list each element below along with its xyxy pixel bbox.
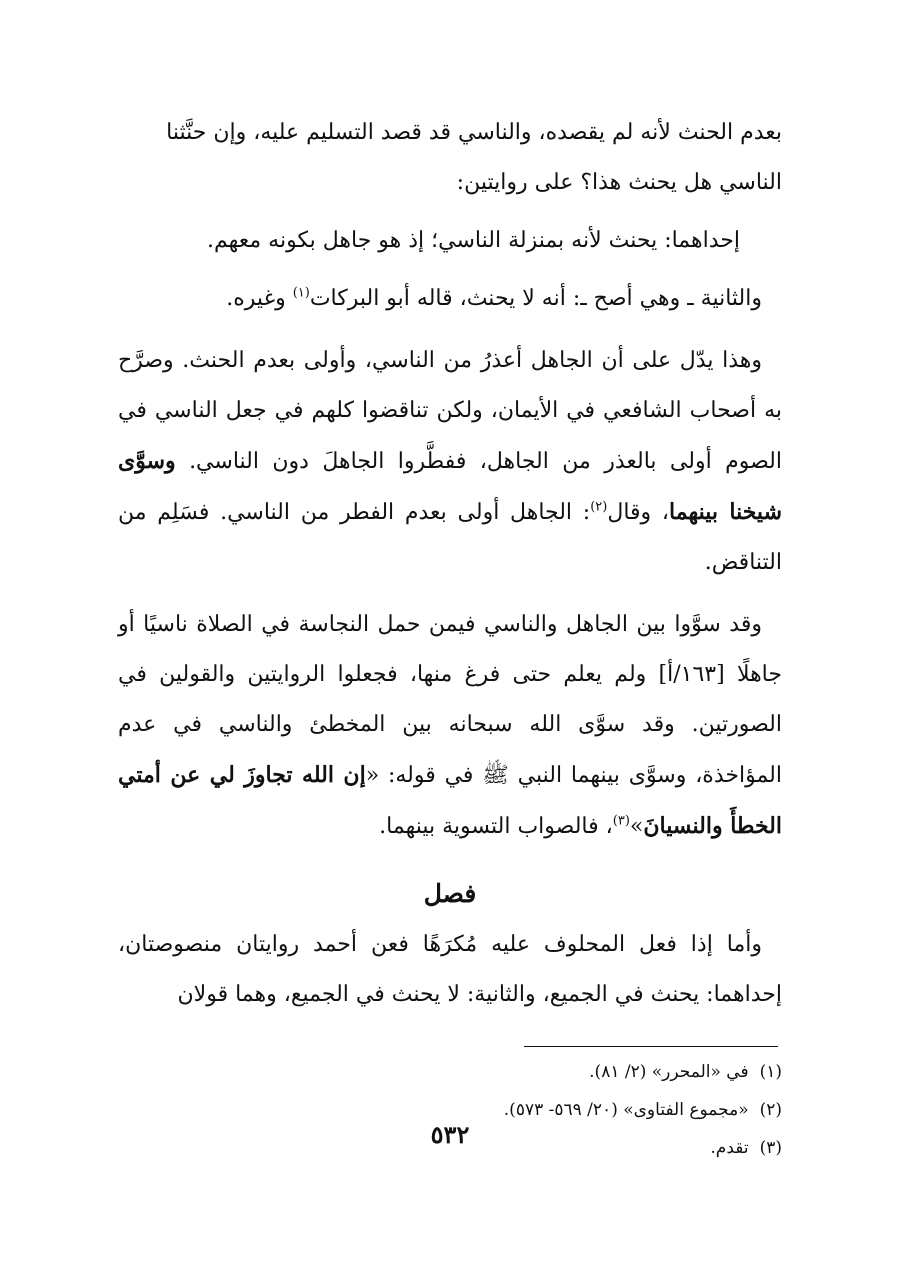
paragraph-4-text-b: ، وقال: [607, 500, 670, 525]
footnote-2-number: (٢): [759, 1100, 782, 1120]
paragraph-1-line-2: الناسي هل يحنث هذا؟ على روايتين:: [456, 170, 782, 195]
paragraph-6: [118, 920, 782, 1020]
paragraph-3-text-start: والثانية ـ وهي أصح ـ: أنه لا يحنث، قاله أبو البركات: [309, 286, 762, 311]
footnote-2-text: «مجموع الفتاوى» (٢٠/ ٥٦٩- ٥٧٣).: [503, 1100, 749, 1120]
footnote-ref-2[interactable]: (٢): [590, 499, 608, 515]
paragraph-6-text: وأما إذا فعل المحلوف عليه مُكرَهًا فعن أحمد روايتان منصوصتان، إحداهما: يحنث في الجميع، والثانية: لا يحنث في الجميع، وهما قولان: [118, 932, 782, 1007]
footnote-1-number: (١): [759, 1062, 782, 1082]
paragraph-5-text-c: ، فالصواب التسوية بينهما.: [379, 814, 613, 839]
paragraph-4-text-a: وهذا يدّل على أن الجاهل أعذرُ من الناسي، وأولى بعدم الحنث. وصرَّح به أصحاب الشافعي في الأيمان، ولكن تناقضوا كلهم في جعل الناسي في الصوم أولى بالعذر من الجاهل، ففطَّروا الجاهلَ دون الناسي.: [118, 348, 782, 474]
footnote-1: [118, 1053, 782, 1091]
paragraph-4-bold: وسوَّى شيخنا بينهما: [118, 448, 783, 525]
paragraph-2-text: إحداهما: يحنث لأنه بمنزلة الناسي؛ إذ هو جاهل بكونه معهم.: [207, 228, 740, 253]
paragraph-4: [118, 336, 782, 588]
paragraph-3-text-end: وغيره.: [226, 286, 293, 311]
footnote-3-text: تقدم.: [710, 1138, 749, 1158]
paragraph-5-text-b: »: [629, 814, 644, 839]
footnote-3-number: (٣): [759, 1138, 782, 1158]
footnote-1-text: في «المحرر» (٢/ ٨١).: [589, 1062, 749, 1082]
paragraph-3: [118, 274, 782, 324]
section-heading: فصل: [423, 879, 477, 908]
paragraph-5-text-a: وقد سوَّوا بين الجاهل والناسي فيمن حمل النجاسة في الصلاة ناسيًا أو جاهلًا [١٦٣/أ] ولم يعلم حتى فرغ منها، فجعلوا الروايتين والقولين في الصورتين. وقد سوَّى الله سبحانه بين المخطئ والناسي في عدم المؤاخذة، وسوَّى بينهما النبي ﷺ في قوله: «: [118, 612, 782, 788]
footnote-divider: [524, 1046, 778, 1047]
footnotes: [118, 1053, 782, 1167]
paragraph-5: [118, 600, 782, 852]
footnote-ref-3[interactable]: (٣): [612, 813, 630, 829]
paragraph-1-line-1: بعدم الحنث لأنه لم يقصده، والناسي قد قصد التسليم عليه، وإن حنَّثنا: [166, 120, 782, 145]
paragraph-1: [118, 108, 782, 208]
page-body: [118, 108, 782, 1271]
paragraph-2: [118, 216, 782, 266]
paragraph-5-bold-quote: إن الله تجاوزَ لي عن أمتي الخطأَ والنسيانَ: [118, 762, 782, 839]
paragraph-4-text-c: : الجاهل أولى بعدم الفطر من الناسي. فسَلِم من التناقض.: [118, 500, 782, 575]
footnote-ref-1[interactable]: (١): [292, 285, 310, 301]
page-number: ٥٣٢: [430, 1120, 470, 1149]
